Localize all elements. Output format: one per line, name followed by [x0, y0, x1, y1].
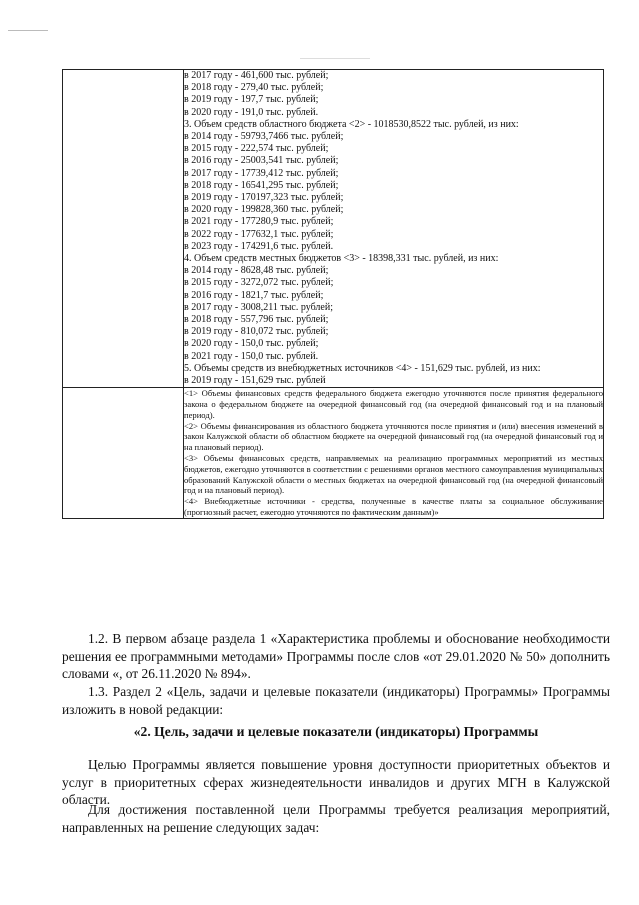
funding-line: в 2018 году - 557,796 тыс. рублей; [184, 314, 329, 326]
funding-line: в 2015 году - 222,574 тыс. рублей; [184, 143, 329, 155]
funding-line: в 2016 году - 1821,7 тыс. рублей; [184, 289, 324, 301]
funding-line: в 2020 году - 191,0 тыс. рублей. [184, 106, 319, 118]
funding-line: в 2023 году - 174291,6 тыс. рублей. [184, 240, 334, 252]
paragraph-1-2: 1.2. В первом абзаце раздела 1 «Характеристика проблемы и обоснование необходимости решения ее программными методами» Программы после слов «от 29.01.2020 № 50» дополнить словами «, от 26.11.2020 № 894». [62, 631, 610, 681]
funding-line: 4. Объем средств местных бюджетов <3> - 18398,331 тыс. рублей, из них: [184, 253, 499, 265]
funding-line: в 2017 году - 17739,412 тыс. рублей; [184, 167, 339, 179]
funding-line: 5. Объемы средств из внебюджетных источников <4> - 151,629 тыс. рублей, из них: [184, 362, 541, 374]
table-left-cell [63, 70, 184, 388]
footnotes-cell [184, 388, 604, 519]
funding-line: в 2017 году - 461,600 тыс. рублей; [184, 70, 329, 81]
funding-line: в 2019 году - 170197,323 тыс. рублей; [184, 192, 344, 204]
funding-row [63, 70, 604, 388]
section-heading: «2. Цель, задачи и целевые показатели (индикаторы) Программы [133, 724, 539, 739]
funding-line: 3. Объем средств областного бюджета <2> - 1018530,8522 тыс. рублей, из них: [184, 118, 519, 130]
funding-line: в 2019 году - 197,7 тыс. рублей; [184, 94, 319, 106]
funding-line: в 2020 году - 199828,360 тыс. рублей; [184, 204, 344, 216]
funding-line: в 2018 году - 16541,295 тыс. рублей; [184, 179, 339, 191]
funding-line: в 2022 году - 177632,1 тыс. рублей; [184, 228, 334, 240]
paragraph-goal: Целью Программы является повышение уровня доступности приоритетных объектов и услуг в приоритетных сферах жизнедеятельности инвалидов и других МГН в Калужской области. [62, 757, 610, 807]
footnote: <1> Объемы финансовых средств федерального бюджета ежегодно уточняются после принятия федерального закона о федеральном бюджете на очередной финансовый год (на очередной финансовый год и на плановый период). [184, 388, 603, 420]
paragraph-1-3: 1.3. Раздел 2 «Цель, задачи и целевые показатели (индикаторы) Программы» Программы изложить в новой редакции: [62, 684, 610, 717]
funding-table [62, 69, 604, 519]
funding-line: в 2014 году - 59793,7466 тыс. рублей; [184, 131, 344, 143]
scan-artifact [8, 30, 48, 31]
funding-line: в 2019 году - 810,072 тыс. рублей; [184, 326, 329, 338]
funding-line: в 2020 году - 150,0 тыс. рублей; [184, 338, 319, 350]
paragraph-tasks-intro: Для достижения поставленной цели Программы требуется реализация мероприятий, направленных на решение следующих задач: [62, 802, 610, 835]
notes-row [63, 388, 604, 519]
funding-line: в 2017 году - 3008,211 тыс. рублей; [184, 301, 333, 313]
footnote: <3> Объемы финансовых средств, направляемых на реализацию программных мероприятий из местных бюджетов, ежегодно уточняются в соответствии с решениями органов местного самоуправления муниципальных образований Калужской области о местных бюджетах на очередной финансовый год (на очередной финансовый год и на плановый период). [184, 453, 603, 496]
funding-line: в 2018 году - 279,40 тыс. рублей; [184, 82, 324, 94]
funding-line: в 2016 году - 25003,541 тыс. рублей; [184, 155, 339, 167]
funding-line: в 2021 году - 150,0 тыс. рублей. [184, 350, 319, 362]
funding-line: в 2015 году - 3272,072 тыс. рублей; [184, 277, 334, 289]
footnote: <2> Объемы финансирования из областного бюджета уточняются после принятия и (или) внесения изменений в закон Калужской области об областном бюджете на очередной финансовый год (на очередной финансовый год и на плановый период). [184, 420, 603, 453]
funding-line: в 2014 году - 8628,48 тыс. рублей; [184, 265, 329, 277]
funding-cell [184, 70, 604, 388]
funding-line: в 2021 году - 177280,9 тыс. рублей; [184, 216, 334, 228]
footnote: <4> Внебюджетные источники - средства, полученные в качестве платы за социальное обслуживание (прогнозный расчет, ежегодно уточняются по фактическим данным)» [184, 496, 603, 518]
scan-artifact [300, 58, 370, 59]
table-left-cell [63, 388, 184, 519]
funding-line: в 2019 году - 151,629 тыс. рублей [184, 375, 326, 387]
